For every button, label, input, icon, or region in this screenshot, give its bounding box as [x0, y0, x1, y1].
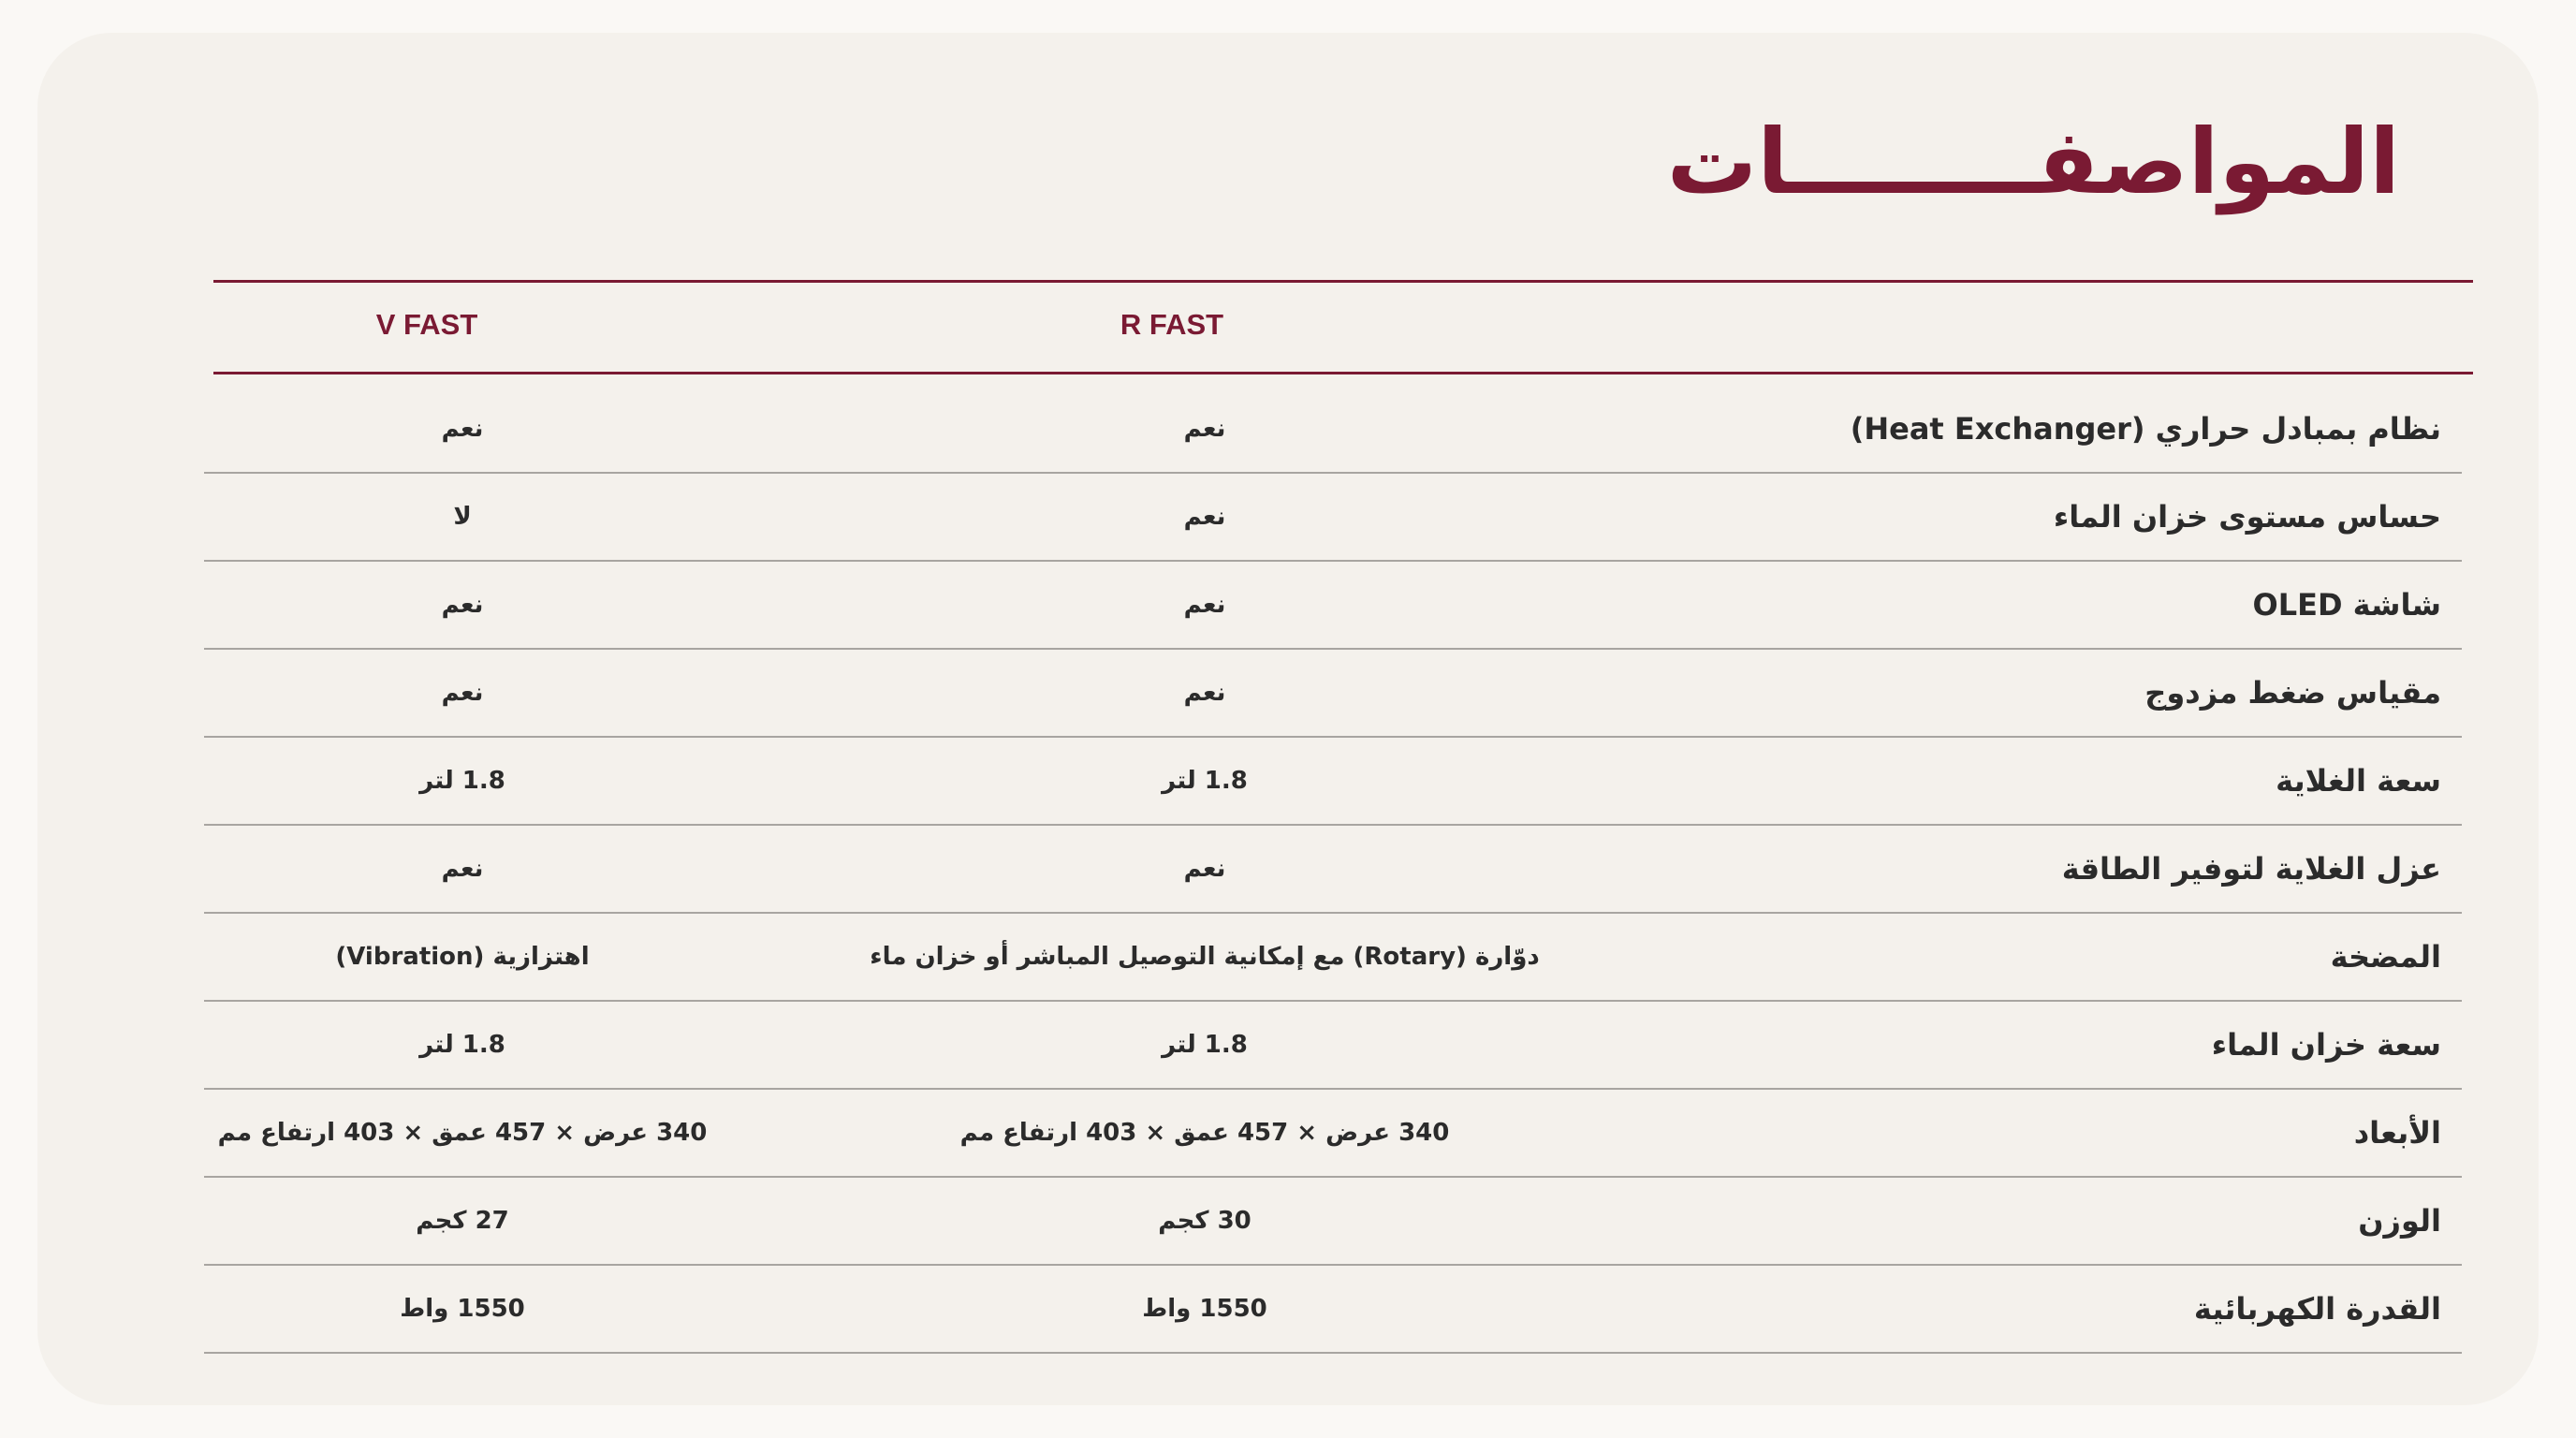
r-fast-value: 30 كجم	[1158, 1207, 1251, 1235]
v-fast-value: نعم	[441, 855, 484, 883]
table-row	[204, 1266, 2462, 1354]
r-fast-value: 340 عرض × 457 عمق × 403 ارتفاع مم	[959, 1119, 1450, 1147]
table-row	[204, 1178, 2462, 1266]
v-fast-value: نعم	[441, 415, 484, 443]
row-label: نظام بمبادل حراري (Heat Exchanger)	[1850, 411, 2441, 447]
column-header-r-fast: R FAST	[1120, 308, 1224, 341]
v-fast-value: 340 عرض × 457 عمق × 403 ارتفاع مم	[217, 1119, 708, 1147]
r-fast-value: 1550 واط	[1142, 1295, 1267, 1323]
row-label: شاشة OLED	[2252, 587, 2441, 623]
v-fast-value: لا	[453, 503, 472, 531]
r-fast-value: نعم	[1183, 679, 1226, 707]
table-row	[204, 1090, 2462, 1178]
table-row	[204, 738, 2462, 826]
table-row	[204, 650, 2462, 738]
r-fast-value: نعم	[1183, 855, 1226, 883]
r-fast-value: 1.8 لتر	[1162, 767, 1248, 795]
table-row	[204, 826, 2462, 914]
v-fast-value: نعم	[441, 679, 484, 707]
page-title: المواصفــــــــات	[1666, 110, 2400, 214]
r-fast-value: دوّارة (Rotary) مع إمكانية التوصيل المباشر أو خزان ماء	[870, 943, 1540, 971]
row-label: مقياس ضغط مزدوج	[2144, 675, 2441, 711]
v-fast-value: نعم	[441, 591, 484, 619]
r-fast-value: 1.8 لتر	[1162, 1031, 1248, 1059]
row-label: سعة خزان الماء	[2211, 1027, 2441, 1063]
column-header-v-fast: V FAST	[375, 308, 478, 341]
table-row	[204, 474, 2462, 562]
table-row	[204, 562, 2462, 650]
v-fast-value: اهتزازية (Vibration)	[335, 943, 590, 971]
row-label: حساس مستوى خزان الماء	[2053, 499, 2441, 535]
row-label: عزل الغلاية لتوفير الطاقة	[2061, 851, 2441, 887]
table-row	[204, 386, 2462, 474]
spec-card	[37, 33, 2539, 1405]
header-bottom-rule	[213, 372, 2473, 374]
row-label: الأبعاد	[2353, 1115, 2441, 1151]
v-fast-value: 1.8 لتر	[419, 1031, 505, 1059]
r-fast-value: نعم	[1183, 591, 1226, 619]
row-label: المضخة	[2330, 939, 2441, 975]
row-label: القدرة الكهربائية	[2193, 1291, 2441, 1327]
v-fast-value: 27 كجم	[416, 1207, 509, 1235]
table-row	[204, 914, 2462, 1002]
r-fast-value: نعم	[1183, 503, 1226, 531]
row-label: سعة الغلاية	[2276, 763, 2441, 799]
header-top-rule	[213, 280, 2473, 283]
r-fast-value: نعم	[1183, 415, 1226, 443]
v-fast-value: 1550 واط	[400, 1295, 525, 1323]
v-fast-value: 1.8 لتر	[419, 767, 505, 795]
row-label: الوزن	[2358, 1203, 2441, 1239]
table-row	[204, 1002, 2462, 1090]
